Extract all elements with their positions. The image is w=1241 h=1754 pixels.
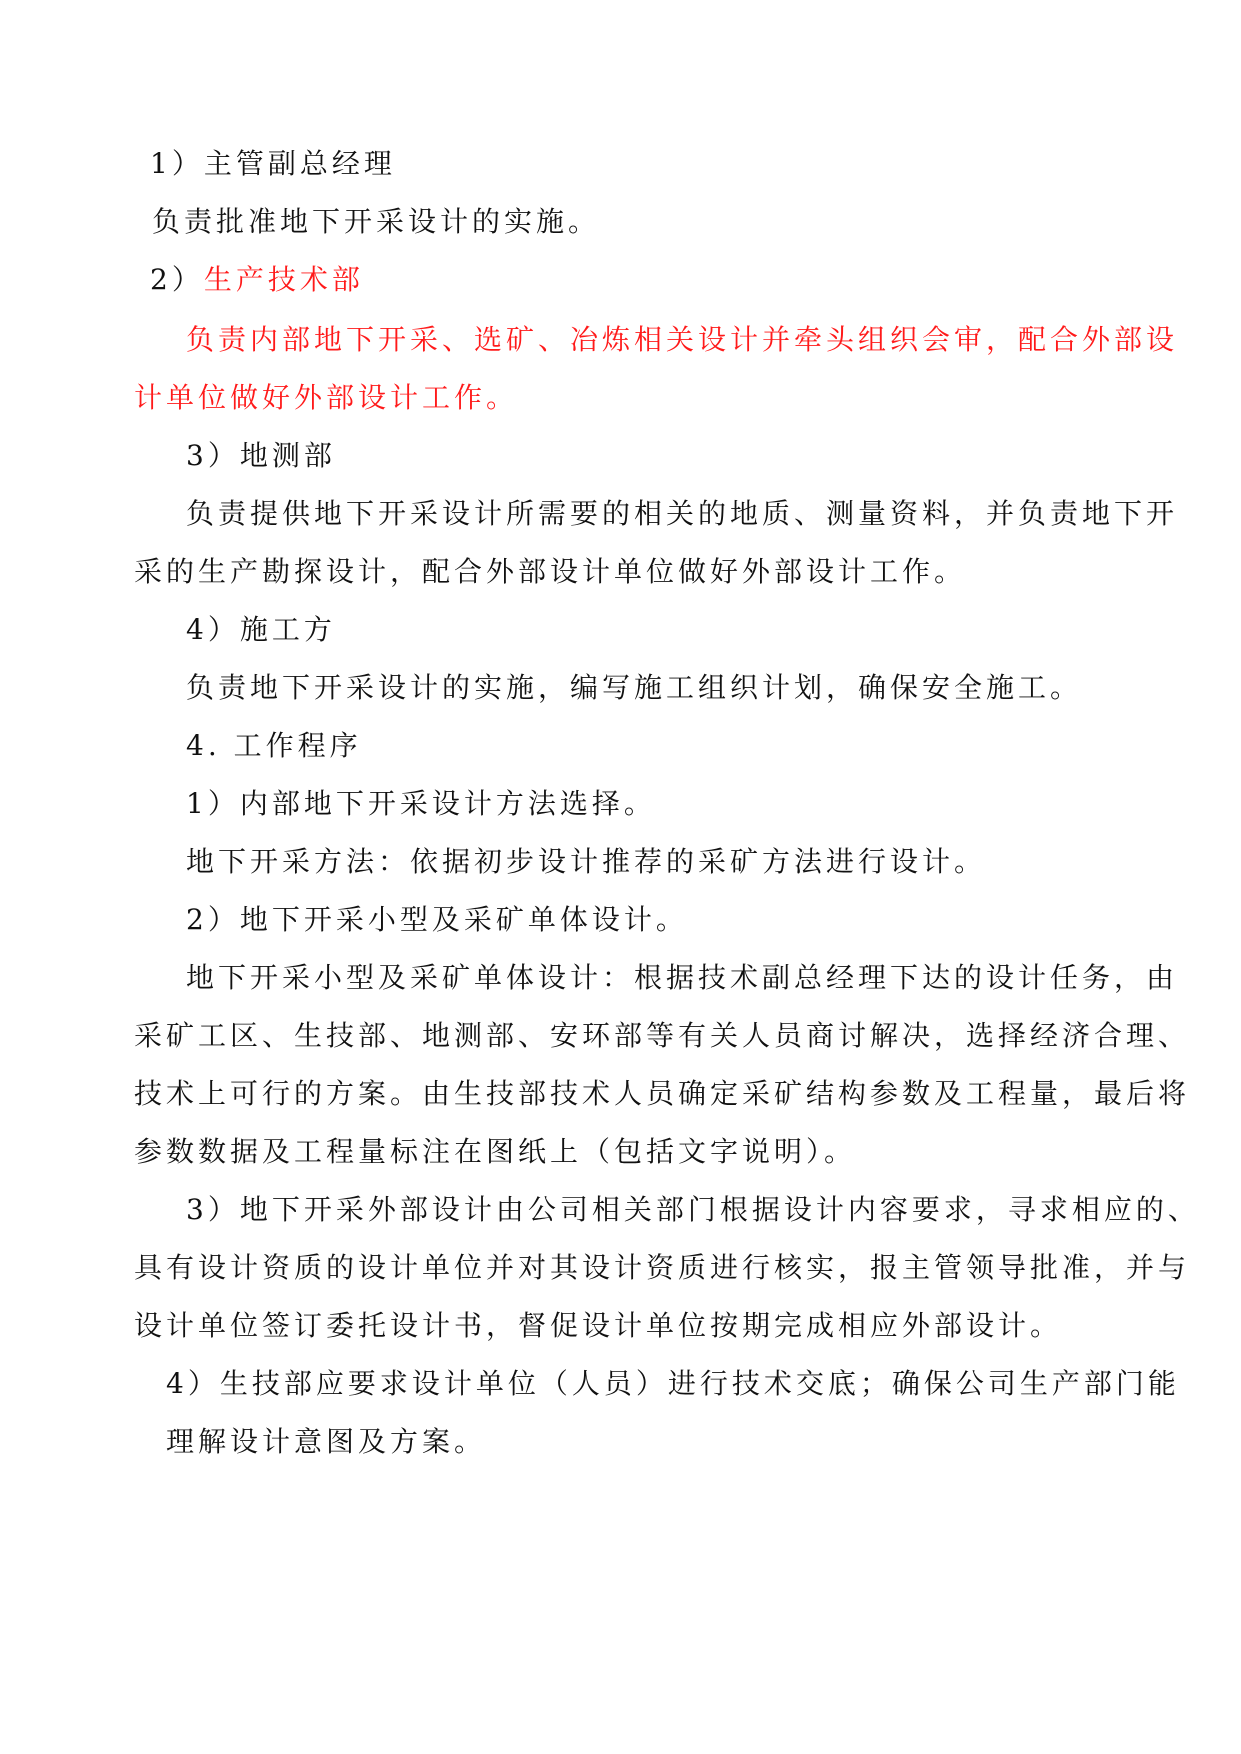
item-2-number: 2）	[150, 263, 204, 296]
item-2-title: 生产技术部	[203, 263, 364, 296]
item-1-heading: 1）主管副总经理	[150, 147, 396, 180]
item-2-heading	[150, 262, 364, 298]
paragraph-line: 设计单位签订委托设计书，督促设计单位按期完成相应外部设计。	[134, 1309, 1063, 1342]
paragraph-line: 理解设计意图及方案。	[166, 1425, 487, 1458]
paragraph-line-highlighted: 负责内部地下开采、选矿、冶炼相关设计并牵头组织会审，配合外部设	[186, 323, 1179, 356]
paragraph-line: 采的生产勘探设计，配合外部设计单位做好外部设计工作。	[134, 555, 967, 588]
paragraph-line: 地下开采小型及采矿单体设计：根据技术副总经理下达的设计任务，由	[186, 961, 1179, 994]
section-4-heading: 4. 工作程序	[186, 729, 362, 762]
step-2-heading: 2）地下开采小型及采矿单体设计。	[186, 903, 688, 936]
step-1-heading: 1）内部地下开采设计方法选择。	[186, 787, 656, 820]
paragraph-line-highlighted: 计单位做好外部设计工作。	[134, 381, 519, 414]
paragraph-line: 采矿工区、生技部、地测部、安环部等有关人员商讨解决，选择经济合理、	[134, 1019, 1191, 1052]
step-3-paragraph: 3）地下开采外部设计由公司相关部门根据设计内容要求，寻求相应的、	[186, 1193, 1200, 1226]
paragraph-line: 参数数据及工程量标注在图纸上（包括文字说明）。	[134, 1135, 857, 1168]
paragraph-line: 负责地下开采设计的实施，编写施工组织计划，确保安全施工。	[186, 671, 1083, 704]
step-4-paragraph: 4）生技部应要求设计单位（人员）进行技术交底；确保公司生产部门能	[166, 1367, 1180, 1400]
paragraph-line: 地下开采方法：依据初步设计推荐的采矿方法进行设计。	[186, 845, 987, 878]
paragraph-line: 负责提供地下开采设计所需要的相关的地质、测量资料，并负责地下开	[186, 497, 1179, 530]
item-4-heading: 4）施工方	[186, 613, 336, 646]
paragraph-line: 技术上可行的方案。由生技部技术人员确定采矿结构参数及工程量，最后将	[134, 1077, 1191, 1110]
paragraph-line: 负责批准地下开采设计的实施。	[152, 205, 601, 238]
item-3-heading: 3）地测部	[186, 439, 336, 472]
paragraph-line: 具有设计资质的设计单位并对其设计资质进行核实，报主管领导批准，并与	[134, 1251, 1191, 1284]
